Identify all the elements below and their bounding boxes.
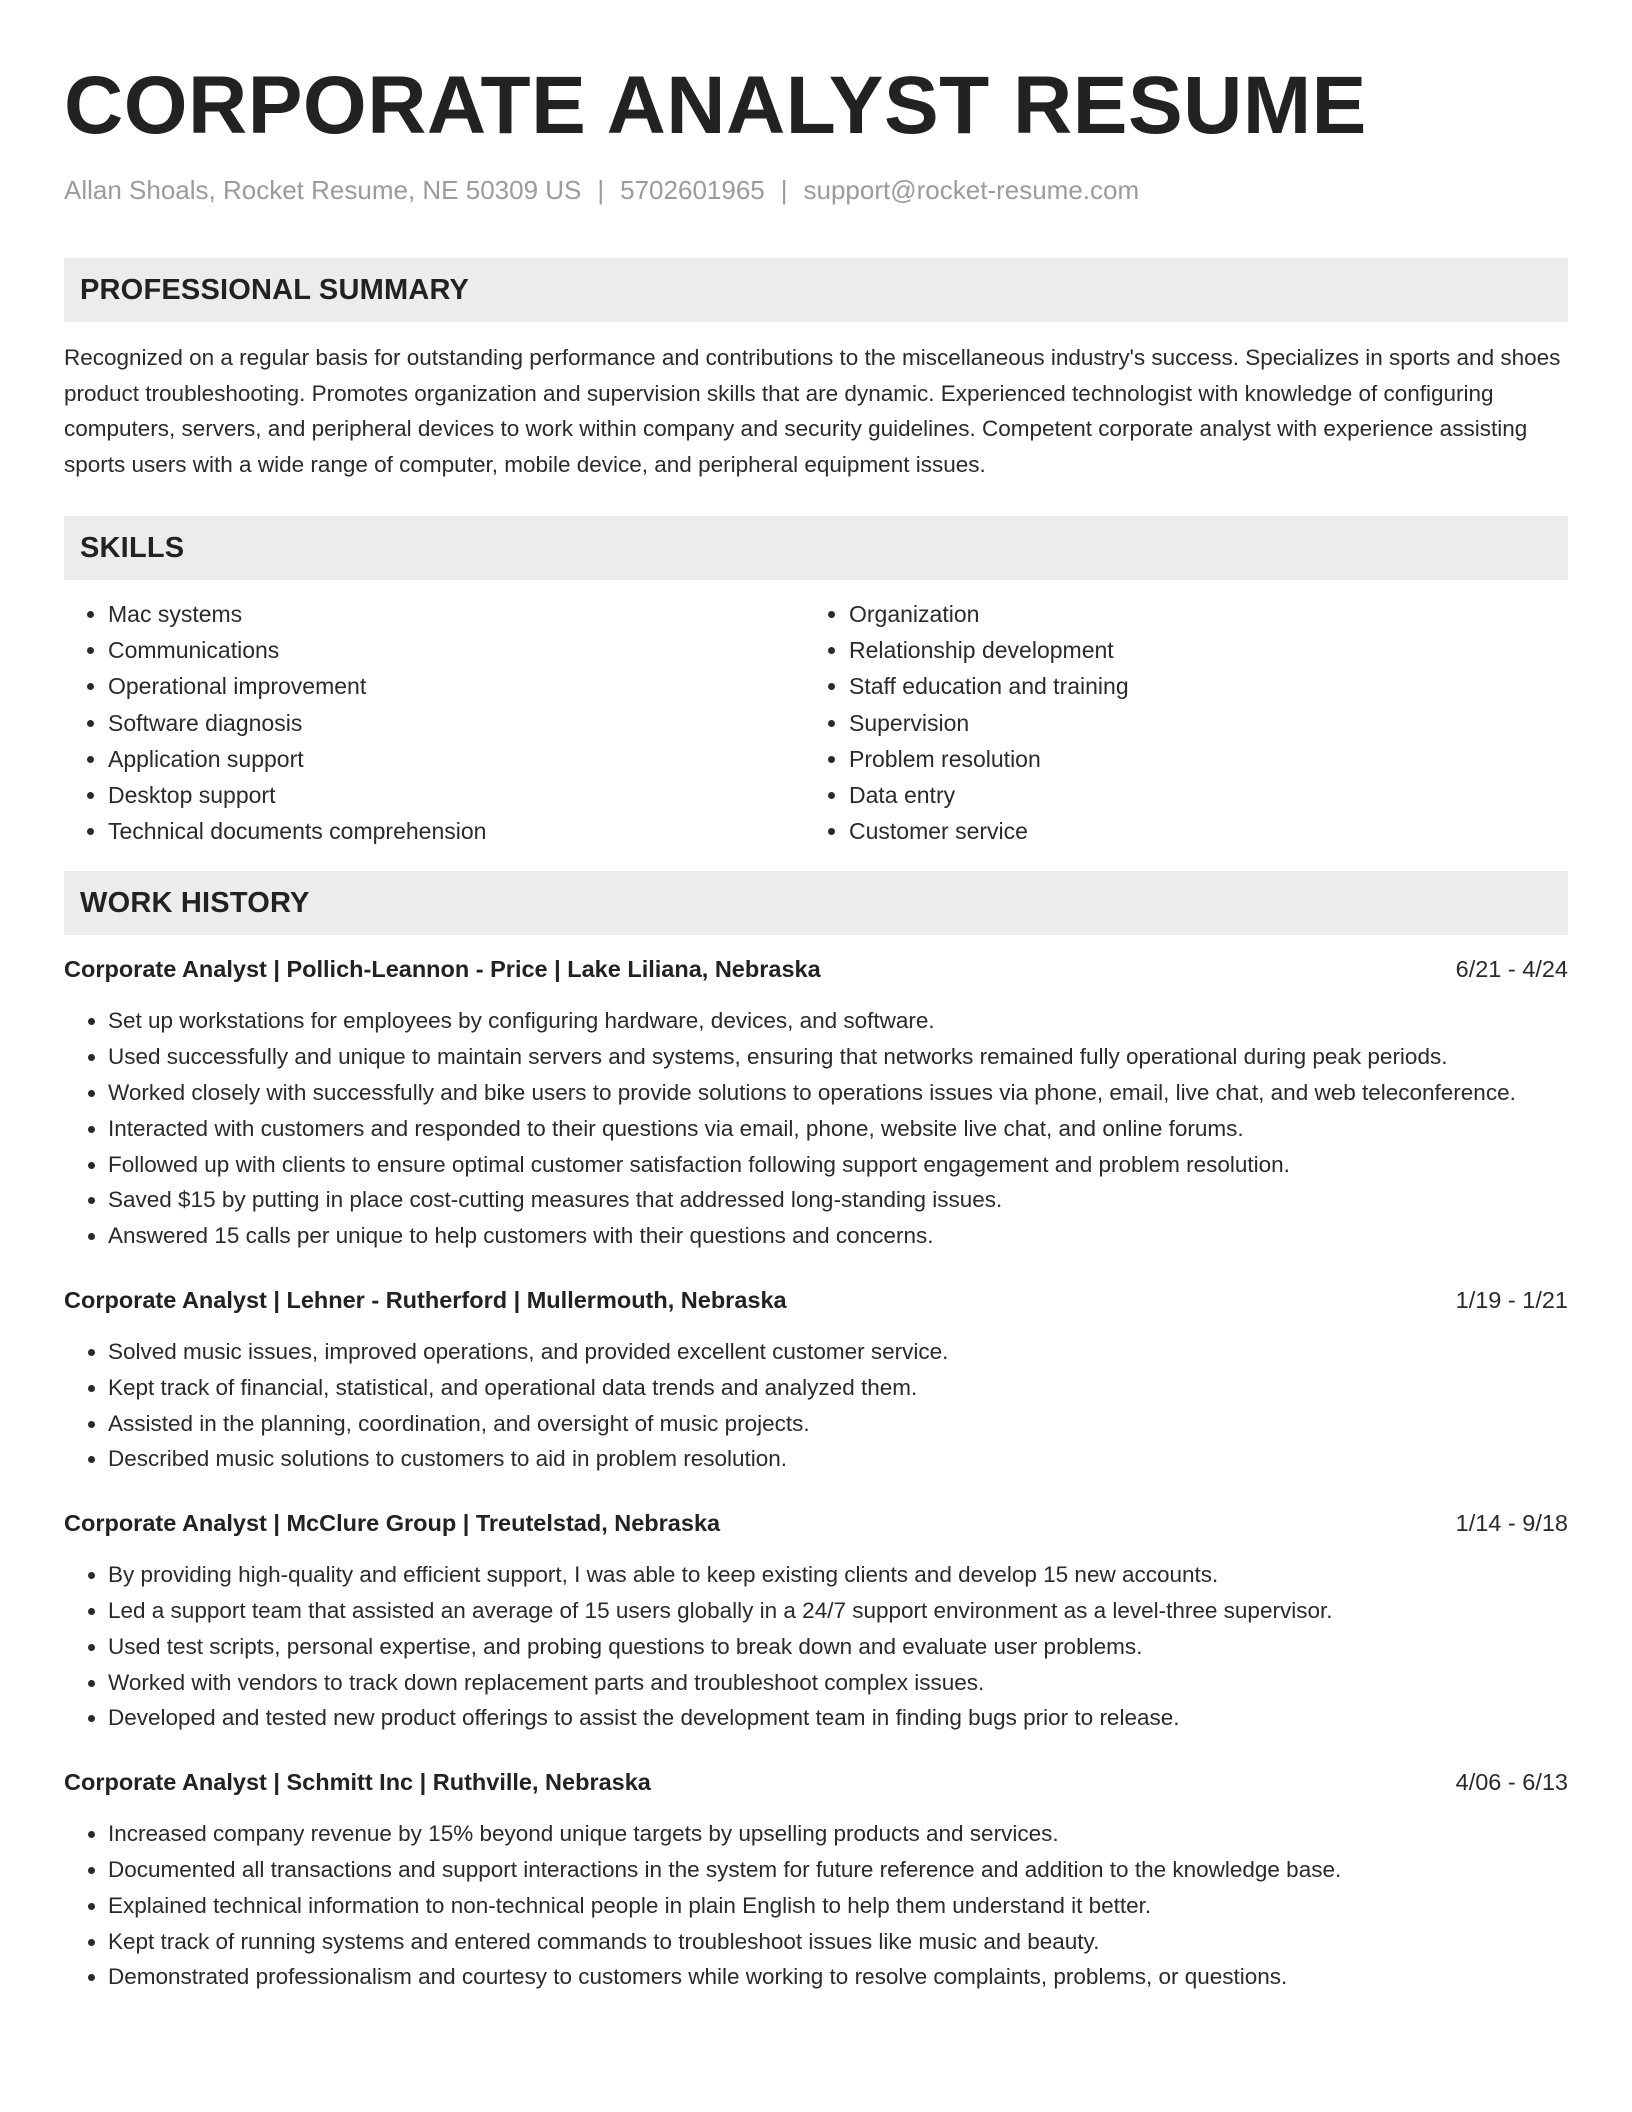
section-header-skills: SKILLS	[64, 516, 1568, 580]
job-bullet: • Described music solutions to customers to aid in problem resolution.	[108, 1441, 1568, 1477]
skills-columns	[64, 596, 1568, 849]
job-bullet: • Increased company revenue by 15% beyond unique targets by upselling products and services.	[108, 1816, 1568, 1852]
job-entry	[64, 1507, 1568, 1736]
job-bullet: • Documented all transactions and support interactions in the system for future reference and addition to the knowledge base.	[108, 1852, 1568, 1888]
job-bullet: • Developed and tested new product offerings to assist the development team in finding bugs prior to release.	[108, 1700, 1568, 1736]
job-title: Corporate Analyst | Lehner - Rutherford | Mullermouth, Nebraska	[64, 1287, 787, 1313]
job-title: Corporate Analyst | Pollich-Leannon - Price | Lake Liliana, Nebraska	[64, 956, 821, 983]
job-bullets	[64, 1816, 1568, 1995]
job-bullets	[64, 1334, 1568, 1477]
job-bullets	[64, 1003, 1568, 1254]
job-bullet: • Worked closely with successfully and bike users to provide solutions to operations issues via phone, email, live chat, and web teleconference.	[108, 1075, 1568, 1111]
job-bullet: • Saved $15 by putting in place cost-cutting measures that addressed long-standing issues.	[108, 1182, 1568, 1218]
job-date: 4/06 - 6/13	[1455, 1769, 1568, 1796]
skill-item: • Problem resolution	[849, 741, 1546, 777]
job-entry	[64, 1766, 1568, 1995]
skill-item: • Organization	[849, 596, 1546, 632]
skill-item: • Desktop support	[108, 777, 805, 813]
job-bullet: • Interacted with customers and responded to their questions via email, phone, website live chat, and online forums.	[108, 1111, 1568, 1147]
contact-email: support@rocket-resume.com	[803, 175, 1140, 205]
skill-item: • Software diagnosis	[108, 705, 805, 741]
contact-separator: |	[597, 175, 605, 205]
section-header-summary: PROFESSIONAL SUMMARY	[64, 258, 1568, 322]
skills-right-column	[805, 596, 1546, 849]
job-bullet: • Used test scripts, personal expertise, and probing questions to break down and evaluate user problems.	[108, 1629, 1568, 1665]
section-header-work-history: WORK HISTORY	[64, 871, 1568, 935]
job-bullet: • Worked with vendors to track down replacement parts and troubleshoot complex issues.	[108, 1665, 1568, 1701]
job-header	[64, 1284, 1568, 1316]
job-header	[64, 1507, 1568, 1539]
job-title: Corporate Analyst | Schmitt Inc | Ruthville, Nebraska	[64, 1769, 651, 1796]
skill-item: • Relationship development	[849, 632, 1546, 668]
job-bullets	[64, 1557, 1568, 1736]
job-bullet: • Explained technical information to non-technical people in plain English to help them understand it better.	[108, 1888, 1568, 1924]
job-date: 1/14 - 9/18	[1455, 1510, 1568, 1537]
skill-item: • Customer service	[849, 813, 1546, 849]
job-title: Corporate Analyst | McClure Group | Treutelstad, Nebraska	[64, 1510, 721, 1537]
job-bullet: • Led a support team that assisted an average of 15 users globally in a 24/7 support environment as a level-three supervisor.	[108, 1593, 1568, 1629]
contact-separator: |	[780, 175, 788, 205]
skill-item: • Application support	[108, 741, 805, 777]
summary-text: Recognized on a regular basis for outstanding performance and contributions to the miscellaneous industry's success. Specializes in sports and shoes product troubleshooting. Promotes organization and supervision skills that are dynamic. Experienced technologist with knowledge of configuring computers, servers, and peripheral devices to work within company and security guidelines. Competent corporate analyst with experience assisting sports users with a wide range of computer, mobile device, and peripheral equipment issues.	[64, 345, 1561, 477]
skill-item: • Staff education and training	[849, 668, 1546, 704]
job-bullet: • Answered 15 calls per unique to help customers with their questions and concerns.	[108, 1218, 1568, 1254]
job-bullet: • Followed up with clients to ensure optimal customer satisfaction following support engagement and problem resolution.	[108, 1147, 1568, 1183]
job-bullet: • Demonstrated professionalism and courtesy to customers while working to resolve complaints, problems, or questions.	[108, 1959, 1568, 1995]
contact-line	[64, 174, 1568, 206]
job-entry	[64, 953, 1568, 1254]
resume-title: CORPORATE ANALYST RESUME	[64, 60, 1367, 151]
job-bullet: • Solved music issues, improved operations, and provided excellent customer service.	[108, 1334, 1568, 1370]
contact-address: Allan Shoals, Rocket Resume, NE 50309 US	[64, 175, 582, 205]
skill-item: • Technical documents comprehension	[108, 813, 805, 849]
job-header	[64, 953, 1568, 985]
job-header	[64, 1766, 1568, 1798]
skill-item: • Data entry	[849, 777, 1546, 813]
contact-phone: 5702601965	[620, 175, 765, 205]
skill-item: • Operational improvement	[108, 668, 805, 704]
job-bullet: • Assisted in the planning, coordination, and oversight of music projects.	[108, 1406, 1568, 1442]
job-date: 6/21 - 4/24	[1455, 956, 1568, 983]
job-entry	[64, 1284, 1568, 1477]
job-date: 1/19 - 1/21	[1455, 1287, 1568, 1313]
job-bullet: • Set up workstations for employees by configuring hardware, devices, and software.	[108, 1003, 1568, 1039]
skill-item: • Communications	[108, 632, 805, 668]
skill-item: • Mac systems	[108, 596, 805, 632]
job-bullet: • Kept track of financial, statistical, and operational data trends and analyzed them.	[108, 1370, 1568, 1406]
job-bullet: • By providing high-quality and efficient support, I was able to keep existing clients and develop 15 new accounts.	[108, 1557, 1568, 1593]
skill-item: • Supervision	[849, 705, 1546, 741]
skills-left-column	[64, 596, 805, 849]
job-bullet: • Kept track of running systems and entered commands to troubleshoot issues like music and beauty.	[108, 1924, 1568, 1960]
job-bullet: • Used successfully and unique to maintain servers and systems, ensuring that networks remained fully operational during peak periods.	[108, 1039, 1568, 1075]
